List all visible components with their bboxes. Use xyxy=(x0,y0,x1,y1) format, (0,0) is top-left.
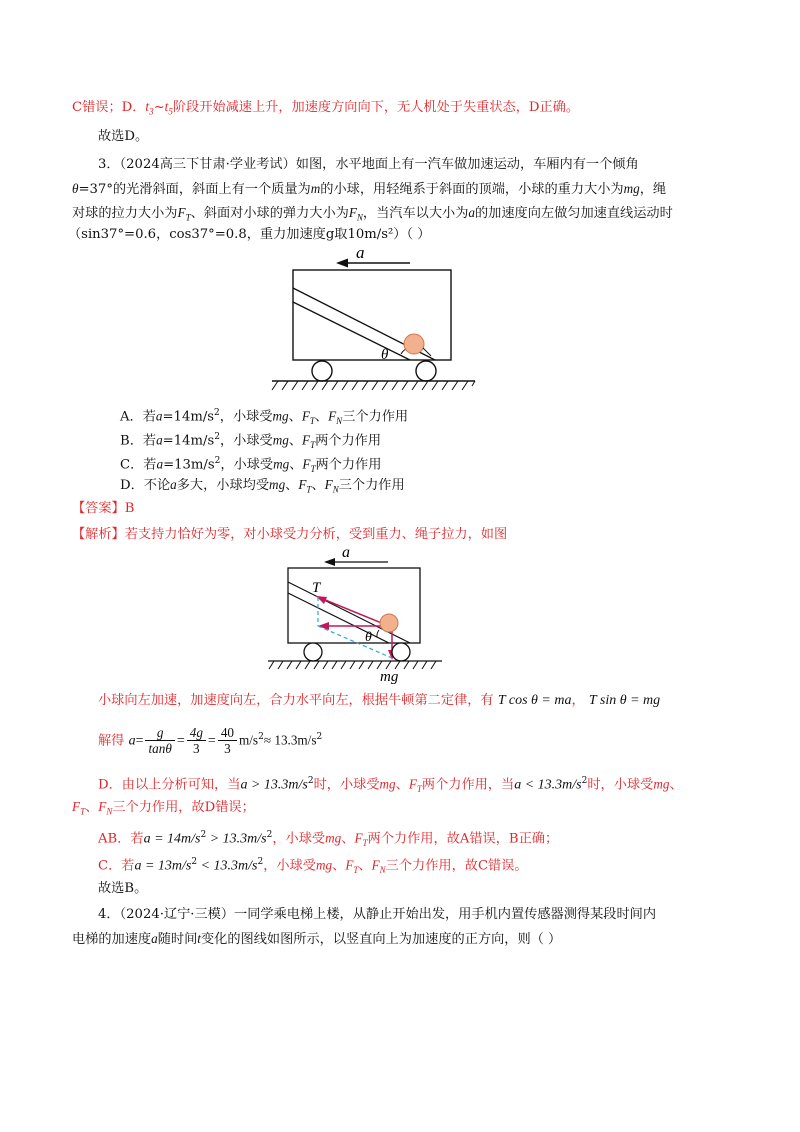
var-m: m xyxy=(310,181,321,196)
var-mg: mg xyxy=(653,776,670,792)
var-F: F xyxy=(324,477,333,492)
option-b xyxy=(120,428,381,454)
text-fragment: C．若 xyxy=(98,858,135,874)
condition: a = 14m/s xyxy=(143,831,201,847)
car-body xyxy=(293,270,451,360)
equation-vertical: T sin θ = mg xyxy=(588,693,661,708)
superscript: 2 xyxy=(200,830,207,840)
subscript: T xyxy=(353,865,359,876)
equals: = xyxy=(207,733,216,749)
dashed-diagonal xyxy=(318,626,392,658)
var-mg: mg xyxy=(325,830,342,846)
wheel-left xyxy=(312,361,332,381)
separator: 、 xyxy=(332,858,346,874)
q3-line1: 3．（2024高三下甘肃·学业考试）如图，水平地面上有一汽车做加速运动，车厢内有一个倾角 xyxy=(98,157,639,172)
subscript: 3 xyxy=(149,106,154,117)
text-fragment: 三个力作用 xyxy=(338,478,405,493)
text-fragment: 变化的图线如图所示，以竖直向上为加速度的正方向，则（ ） xyxy=(200,932,562,947)
solution-result xyxy=(98,722,322,756)
numerator: 4g xyxy=(187,725,206,741)
wheel-right xyxy=(392,643,410,661)
var-F: F xyxy=(371,857,380,873)
subscript: N xyxy=(356,212,363,223)
subscript: N xyxy=(106,806,113,817)
label-T: T xyxy=(312,580,321,596)
figure-force-analysis xyxy=(262,542,462,684)
separator: 、 xyxy=(395,777,409,793)
var-F: F xyxy=(328,408,337,424)
text-fragment: 两个力作用 xyxy=(315,457,382,473)
separator: 、 xyxy=(288,433,303,449)
denominator: tanθ xyxy=(148,741,172,757)
text-fragment: 解得 xyxy=(98,733,125,749)
subscript: T xyxy=(310,464,316,475)
label-mg: mg xyxy=(380,669,399,684)
text-fragment: ，小球受 xyxy=(272,831,326,847)
superscript: 2 xyxy=(214,408,220,418)
figure-car-incline xyxy=(260,240,490,400)
fraction-40-3 xyxy=(218,725,237,756)
wheel-right xyxy=(416,361,436,381)
solution-ab xyxy=(98,826,558,852)
solution-d-line1 xyxy=(98,772,683,798)
separator: 、 xyxy=(669,777,683,793)
var-mg: mg xyxy=(269,477,286,492)
label-theta: θ xyxy=(365,630,372,645)
subscript: T xyxy=(80,806,86,817)
var-theta: θ xyxy=(72,181,79,196)
text-fragment: 的加速度向左做匀加速直线运动时 xyxy=(475,206,673,221)
numerator: 40 xyxy=(218,725,237,741)
condition: a < 13.3m/s xyxy=(514,777,582,793)
superscript: 2 xyxy=(191,857,198,867)
comparison: < 13.3m/s xyxy=(197,858,258,874)
var-F: F xyxy=(408,776,417,792)
solution-newton xyxy=(98,692,660,710)
equals: = xyxy=(135,733,144,749)
subscript: N xyxy=(332,484,339,495)
car-body xyxy=(288,568,420,643)
text-fragment: 多大，小球均受 xyxy=(176,478,270,493)
solution-c xyxy=(98,853,528,879)
var-mg: mg xyxy=(273,456,290,472)
denominator: 3 xyxy=(224,741,231,757)
text-fragment: D．不论 xyxy=(120,478,171,493)
subscript: T xyxy=(185,212,191,223)
var-a: a xyxy=(151,931,158,946)
analysis-label: 【解析】 xyxy=(72,527,125,542)
fraction-g-tan xyxy=(145,725,174,756)
text-fragment: C．若 xyxy=(120,457,157,473)
incline-bottom xyxy=(293,302,410,360)
var-F: F xyxy=(72,799,81,814)
superscript: 2 xyxy=(266,830,273,840)
var-a: a xyxy=(156,432,163,448)
separator: 、 xyxy=(314,409,329,425)
text-fragment: 、斜面对小球的弹力大小为 xyxy=(190,206,349,221)
ground-hatch xyxy=(269,661,436,669)
unit: m/s xyxy=(239,732,259,748)
line-choose-b: 故选B。 xyxy=(98,881,148,896)
label-theta: θ xyxy=(381,347,389,363)
q3-line4: （sin37°=0.6，cos37°=0.8，重力加速度g取10m/s²）（ ） xyxy=(68,227,431,242)
var-mg: mg xyxy=(272,432,289,448)
label-a: a xyxy=(342,544,350,561)
option-c xyxy=(120,452,381,478)
q4-line1: 4．（2024·辽宁·三模）一同学乘电梯上楼，从静止开始出发，用手机内置传感器测得某段时间内 xyxy=(98,907,657,922)
var-mg: mg xyxy=(272,408,289,424)
superscript: 2 xyxy=(258,732,264,742)
subscript: T xyxy=(310,440,316,451)
var-mg: mg xyxy=(623,181,640,196)
subscript: T xyxy=(362,838,368,849)
answer-value: B xyxy=(124,501,135,516)
superscript: 2 xyxy=(214,456,221,466)
var-t: t xyxy=(197,931,201,946)
subscript: T xyxy=(416,784,422,795)
numerator: g xyxy=(145,725,174,741)
var-a: a xyxy=(128,733,136,749)
condition: a > 13.3m/s xyxy=(240,777,308,793)
q4-line2 xyxy=(72,930,561,949)
superscript: 2 xyxy=(307,776,314,786)
denominator: 3 xyxy=(193,741,200,757)
ball xyxy=(404,334,424,354)
approx-value: ≈ 13.3m/s xyxy=(263,732,317,748)
text-fragment: D．由以上分析可知，当 xyxy=(98,777,241,793)
ground-hatch xyxy=(272,381,475,390)
text-fragment: ，当汽车以大小为 xyxy=(362,206,469,221)
ball xyxy=(380,614,398,632)
answer-line xyxy=(72,500,134,518)
equals: = xyxy=(176,733,185,749)
var-a: a xyxy=(156,456,164,472)
text-fragment: 时，小球受 xyxy=(313,777,380,793)
var-mg: mg xyxy=(379,776,396,792)
var-F: F xyxy=(302,456,311,472)
text-fragment: ，小球受 xyxy=(219,433,273,449)
text-fragment: AB．若 xyxy=(98,831,144,847)
subscript: N xyxy=(379,865,386,876)
var-F: F xyxy=(98,799,107,814)
fraction-4g-3 xyxy=(187,725,206,756)
line-choose-d: 故选D。 xyxy=(98,129,149,144)
text-fragment: B．若 xyxy=(120,433,157,449)
var-F: F xyxy=(301,408,310,424)
solution-d-line2 xyxy=(72,798,255,821)
var-mg: mg xyxy=(316,857,333,873)
subscript: N xyxy=(336,416,343,427)
separator: 、 xyxy=(289,457,303,473)
superscript: 2 xyxy=(257,857,264,867)
var-t: t xyxy=(164,99,169,114)
separator: 、 xyxy=(85,800,99,815)
text-fragment: 时，小球受 xyxy=(587,777,654,793)
line-c-d-conclusion xyxy=(72,98,579,121)
text-fragment: =13m/s xyxy=(163,457,215,473)
subscript: T xyxy=(306,484,312,495)
angle-arc xyxy=(377,630,379,637)
text-fragment: ，小球受 xyxy=(220,457,274,473)
text-fragment: ，小球受 xyxy=(263,858,316,874)
text-fragment: 三个力作用，故D错误； xyxy=(112,800,255,815)
resultant-arrowhead xyxy=(318,622,329,630)
separator: 、 xyxy=(311,478,325,493)
accel-arrow xyxy=(336,259,410,268)
var-a: a xyxy=(468,205,475,220)
separator: 、 xyxy=(288,409,302,425)
text-fragment: 的小球，用轻绳系于斜面的顶端，小球的重力大小为 xyxy=(320,182,624,197)
text-fragment: 阶段开始减速上升，加速度方向向下，无人机处于失重状态，D正确。 xyxy=(172,100,580,115)
separator: ， xyxy=(571,693,585,708)
answer-label: 【答案】 xyxy=(72,501,125,516)
text-fragment: 三个力作用，故C错误。 xyxy=(385,858,528,874)
superscript: 2 xyxy=(214,432,220,442)
text-fragment: =37°的光滑斜面，斜面上有一个质量为 xyxy=(78,182,311,197)
text-fragment: 两个力作用，当 xyxy=(421,777,515,793)
var-F: F xyxy=(298,477,307,492)
tilde: ~ xyxy=(153,100,165,115)
separator: 、 xyxy=(285,478,299,493)
text-fragment: 小球向左加速，加速度向左，合力水平向左，根据牛顿第二定律，有 xyxy=(98,693,494,708)
text-fragment: =14m/s xyxy=(162,409,215,425)
var-a: a xyxy=(170,477,177,492)
separator: 、 xyxy=(358,858,372,874)
var-F: F xyxy=(345,857,354,873)
text-fragment: 三个力作用 xyxy=(342,409,409,425)
q3-line3 xyxy=(72,204,673,227)
text-fragment: =14m/s xyxy=(162,433,215,449)
var-F: F xyxy=(348,205,357,220)
analysis-text: 若支持力恰好为零，对小球受力分析，受到重力、绳子拉力，如图 xyxy=(124,527,508,542)
var-F: F xyxy=(302,432,311,448)
var-F: F xyxy=(177,205,186,220)
text-fragment: 两个力作用，故A错误，B正确； xyxy=(367,831,559,847)
text-fragment: 对球的拉力大小为 xyxy=(72,206,178,221)
var-a: a xyxy=(155,408,163,424)
option-d xyxy=(120,476,405,499)
separator: 、 xyxy=(341,831,355,847)
text-fragment: ，小球受 xyxy=(219,409,273,425)
tension-vector xyxy=(318,597,389,626)
superscript: 2 xyxy=(581,776,588,786)
var-t: t xyxy=(145,99,150,114)
equation-horizontal: T cos θ = ma xyxy=(497,693,572,708)
comparison: > 13.3m/s xyxy=(206,831,267,847)
subscript: T xyxy=(309,416,315,427)
text-fragment: 两个力作用 xyxy=(315,433,382,449)
subscript: 5 xyxy=(168,106,173,117)
text-fragment: 电梯的加速度 xyxy=(72,932,152,947)
text-fragment: A．若 xyxy=(120,409,156,425)
text-fragment: ，绳 xyxy=(639,182,667,197)
accel-arrow xyxy=(324,558,388,566)
superscript: 2 xyxy=(316,732,323,742)
label-a: a xyxy=(356,243,365,262)
text-fragment: 随时间 xyxy=(157,932,198,947)
option-a xyxy=(120,404,408,430)
q3-line2 xyxy=(72,180,666,199)
wheel-left xyxy=(304,643,322,661)
condition: a = 13m/s xyxy=(134,858,192,874)
text-fragment: C错误；D． xyxy=(72,100,146,115)
var-F: F xyxy=(354,830,363,846)
